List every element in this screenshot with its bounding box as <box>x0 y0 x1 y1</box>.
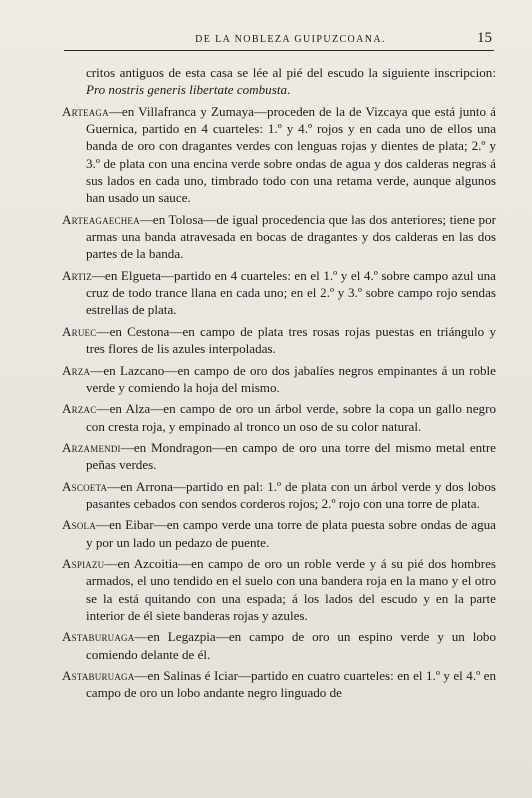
body-text <box>62 64 496 706</box>
entry-name: Artiz <box>62 267 92 283</box>
entry-astaburuaga-salinas <box>62 667 496 702</box>
continuation-end: . <box>287 82 291 98</box>
entry-ascoeta <box>62 478 496 513</box>
entry-name: Aspiazu <box>62 555 105 571</box>
entry-text: —en Salinas é Iciar—partido en cuatro cuarteles: en el 1.º y el 4.º en campo de oro un lobo andante negro linguado de <box>86 668 496 701</box>
entry-name: Arzamendi <box>62 439 121 455</box>
continuation-paragraph <box>62 64 496 99</box>
entry-name: Arteagaechea <box>62 211 140 227</box>
page-number: 15 <box>477 30 492 46</box>
entry-text: —en Arrona—partido en pal: 1.º de plata con un árbol verde y dos lobos pasantes cebados con sendos corderos rojos; 2.º rojo con una torre de plata. <box>86 478 496 511</box>
entry-text: —en Cestona—en campo de plata tres rosas rojas puestas en triángulo y tres flores de lis azules interpoladas. <box>86 323 496 357</box>
entry-arteaga <box>62 103 496 207</box>
entry-name: Aruec <box>62 323 97 339</box>
entry-text: —en Eibar—en campo verde una torre de plata puesta sobre ondas de agua y por un lado un pedazo de puente. <box>86 517 496 550</box>
entry-text: —en Mondragon—en campo de oro una torre del mismo metal entre peñas verdes. <box>86 439 496 473</box>
entry-arza <box>62 362 496 397</box>
entry-astaburuaga-legazpia <box>62 628 496 663</box>
entry-text: —en Legazpia—en campo de oro un espino verde y un lobo comiendo delante de él. <box>86 629 496 662</box>
entry-aruec <box>62 323 496 358</box>
entry-aspiazu <box>62 555 496 624</box>
entry-text: —en Elgueta—partido en 4 cuarteles: en el 1.º y el 4.º sobre campo azul una cruz de todo trance llana en cada uno; en el 2.º y 3.º sobre campo rojo sendas estrellas de plata. <box>86 267 496 318</box>
header-rule <box>64 50 494 51</box>
entry-arteagaechea <box>62 211 496 263</box>
entry-name: Astaburuaga <box>62 629 135 645</box>
continuation-text: critos antiguos de esta casa se lée al pié del escudo la siguiente inscripcion: <box>86 65 496 80</box>
entry-text: —en Alza—en campo de oro un árbol verde, sobre la copa un gallo negro con cresta roja, y empinado al tronco un oso de su color natural. <box>86 401 496 434</box>
entry-text: —en Tolosa—de igual procedencia que las dos anteriores; tiene por armas una banda atravesada en bocas de dragantes y dos calderas en las dos partes de la banda. <box>86 211 496 262</box>
entry-asola <box>62 516 496 551</box>
entry-artiz <box>62 267 496 319</box>
entry-text: —en Lazcano—en campo de oro dos jabalíes negros empinantes á un roble verde y comiendo la hoja del mismo. <box>86 362 496 395</box>
entry-name: Arzac <box>62 401 97 417</box>
entry-arzac <box>62 400 496 435</box>
entry-text: —en Villafranca y Zumaya—proceden de la de Vizcaya que está junto á Guernica, partido en 4 cuarteles: 1.º y 4.º rojos y en cada uno de ellos una banda de oro con dragantes verdes con lenguas rojas y dientes de plata; 2.º y 3.º de plata con una encina verde sobre ondas de agua y dos calderas negras á sus lados en cada uno, timbrado todo con una retama verde, aunque algunos han usado un sauce. <box>86 103 496 206</box>
entry-name: Arza <box>62 362 91 378</box>
entry-name: Ascoeta <box>62 478 108 494</box>
entry-name: Arteaga <box>62 103 109 119</box>
running-title: DE LA NOBLEZA GUIPUZCOANA. <box>195 34 386 45</box>
entry-text: —en Azcoitia—en campo de oro un roble verde y á su pié dos hombres armados, el uno tendido en el suelo con una bandera roja en la mano y el otro se la está quitando con una espada; á los lados del escudo y en la parte interior de él siete banderas rojas y azules. <box>86 555 496 623</box>
page-header <box>64 30 492 47</box>
entry-name: Asola <box>62 517 96 533</box>
entry-arzamendi <box>62 439 496 474</box>
inscription-motto: Pro nostris generis libertate combusta <box>86 82 288 98</box>
entry-name: Astaburuaga <box>62 668 135 683</box>
